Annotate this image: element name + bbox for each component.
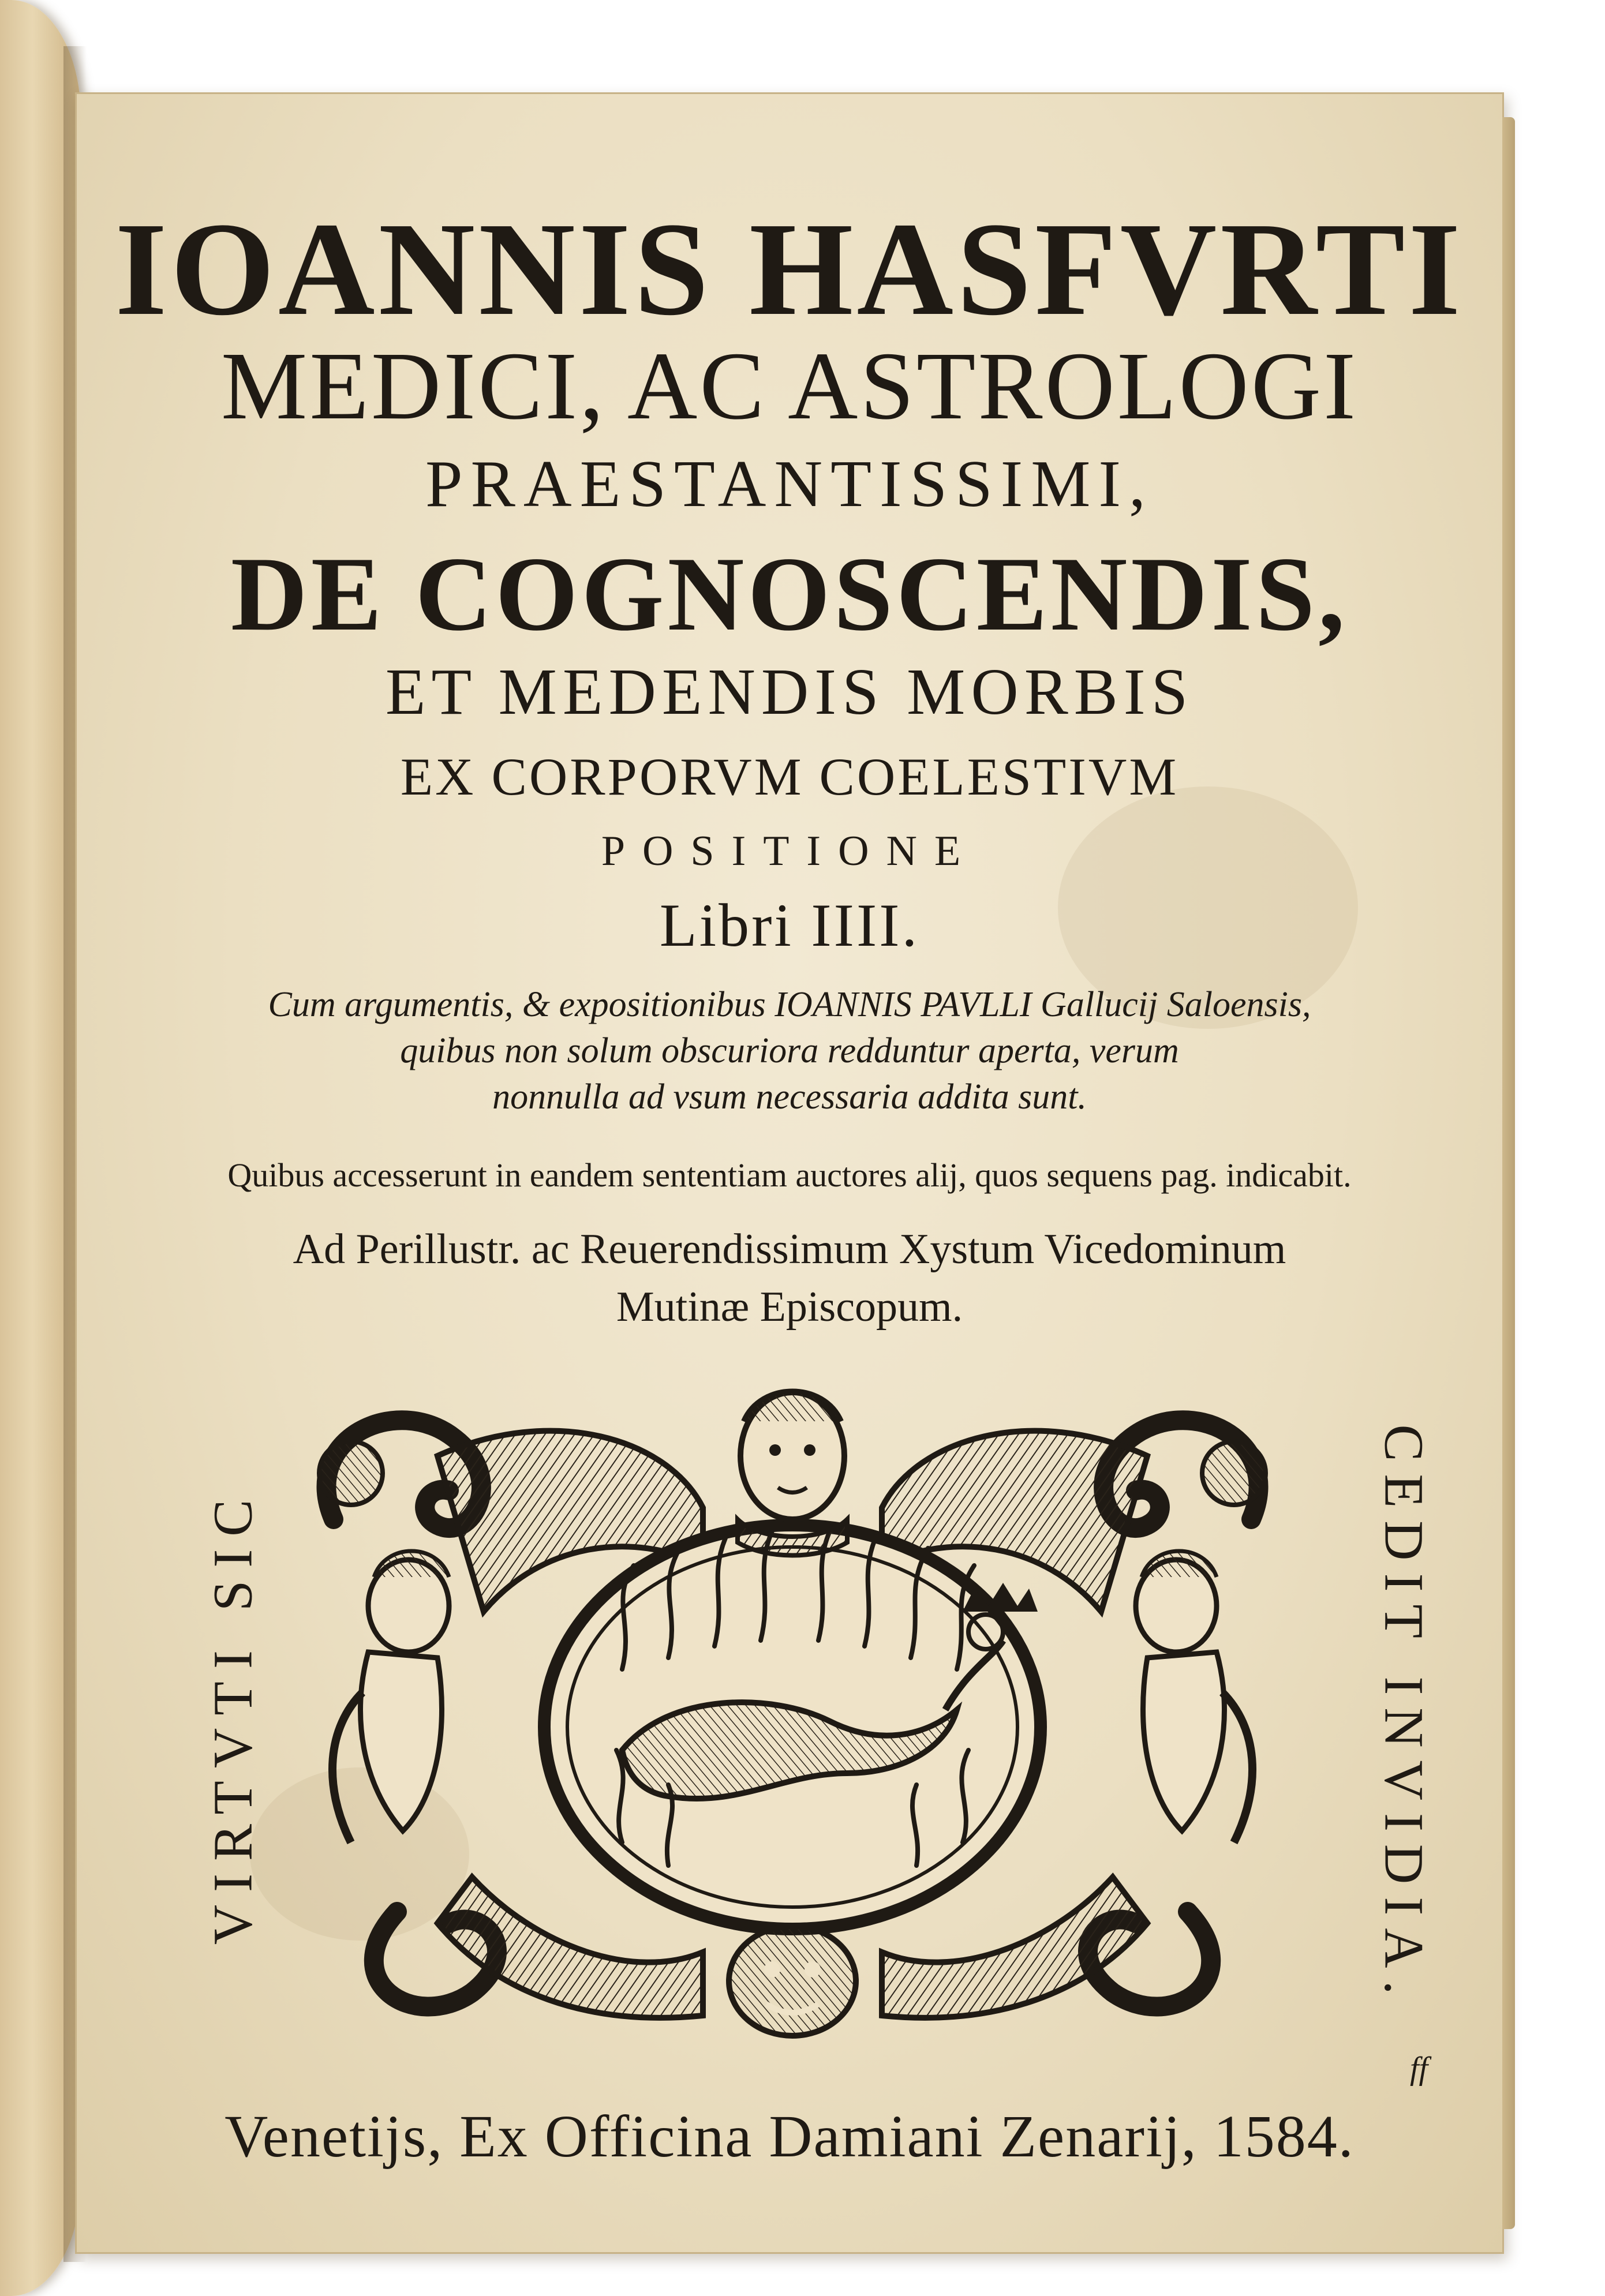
work-title-line-4: POSITIONE <box>601 827 978 875</box>
books-count: Libri IIII. <box>659 892 920 959</box>
ownership-mark: ff <box>1410 2051 1428 2087</box>
imprint: Venetijs, Ex Officina Damiani Zenarij, 1584. <box>225 2103 1355 2170</box>
device-motto-left <box>192 1398 273 2033</box>
work-title: DE COGNOSCENDIS, <box>230 535 1349 653</box>
title-page <box>75 92 1504 2254</box>
work-title-line-3: EX CORPORVM COELESTIVM <box>400 747 1179 806</box>
additions-note: Quibus accesserunt in eandem sententiam auctores alij, quos sequens pag. indicabit. <box>227 1156 1352 1194</box>
device-motto-right <box>1364 1398 1445 2033</box>
page-edge <box>1502 117 1515 2229</box>
dedication-line-1: Ad Perillustr. ac Reuerendissimum Xystum Vicedominum <box>293 1226 1286 1273</box>
commentary-line-3: nonnulla ad vsum necessaria addita sunt. <box>492 1077 1087 1117</box>
motto-right-text: CEDIT INVIDIA. <box>1373 1424 1435 2007</box>
commentary-line-1: Cum argumentis, & expositionibus IOANNIS PAVLLI Gallucij Saloensis, <box>268 985 1311 1024</box>
author-epithet: PRAESTANTISSIMI, <box>425 447 1154 521</box>
commentary-line-2: quibus non solum obscuriora redduntur aperta, verum <box>400 1031 1179 1070</box>
author-name: IOANNIS HASFVRTI <box>115 195 1464 343</box>
work-title-line-2: ET MEDENDIS MORBIS <box>385 655 1194 728</box>
author-roles: MEDICI, AC ASTROLOGI <box>220 332 1359 440</box>
motto-left-text: VIRTVTI SIC <box>201 1486 264 1945</box>
printers-device-woodcut <box>264 1369 1320 2044</box>
dedication-line-2: Mutinæ Episcopum. <box>616 1283 963 1331</box>
